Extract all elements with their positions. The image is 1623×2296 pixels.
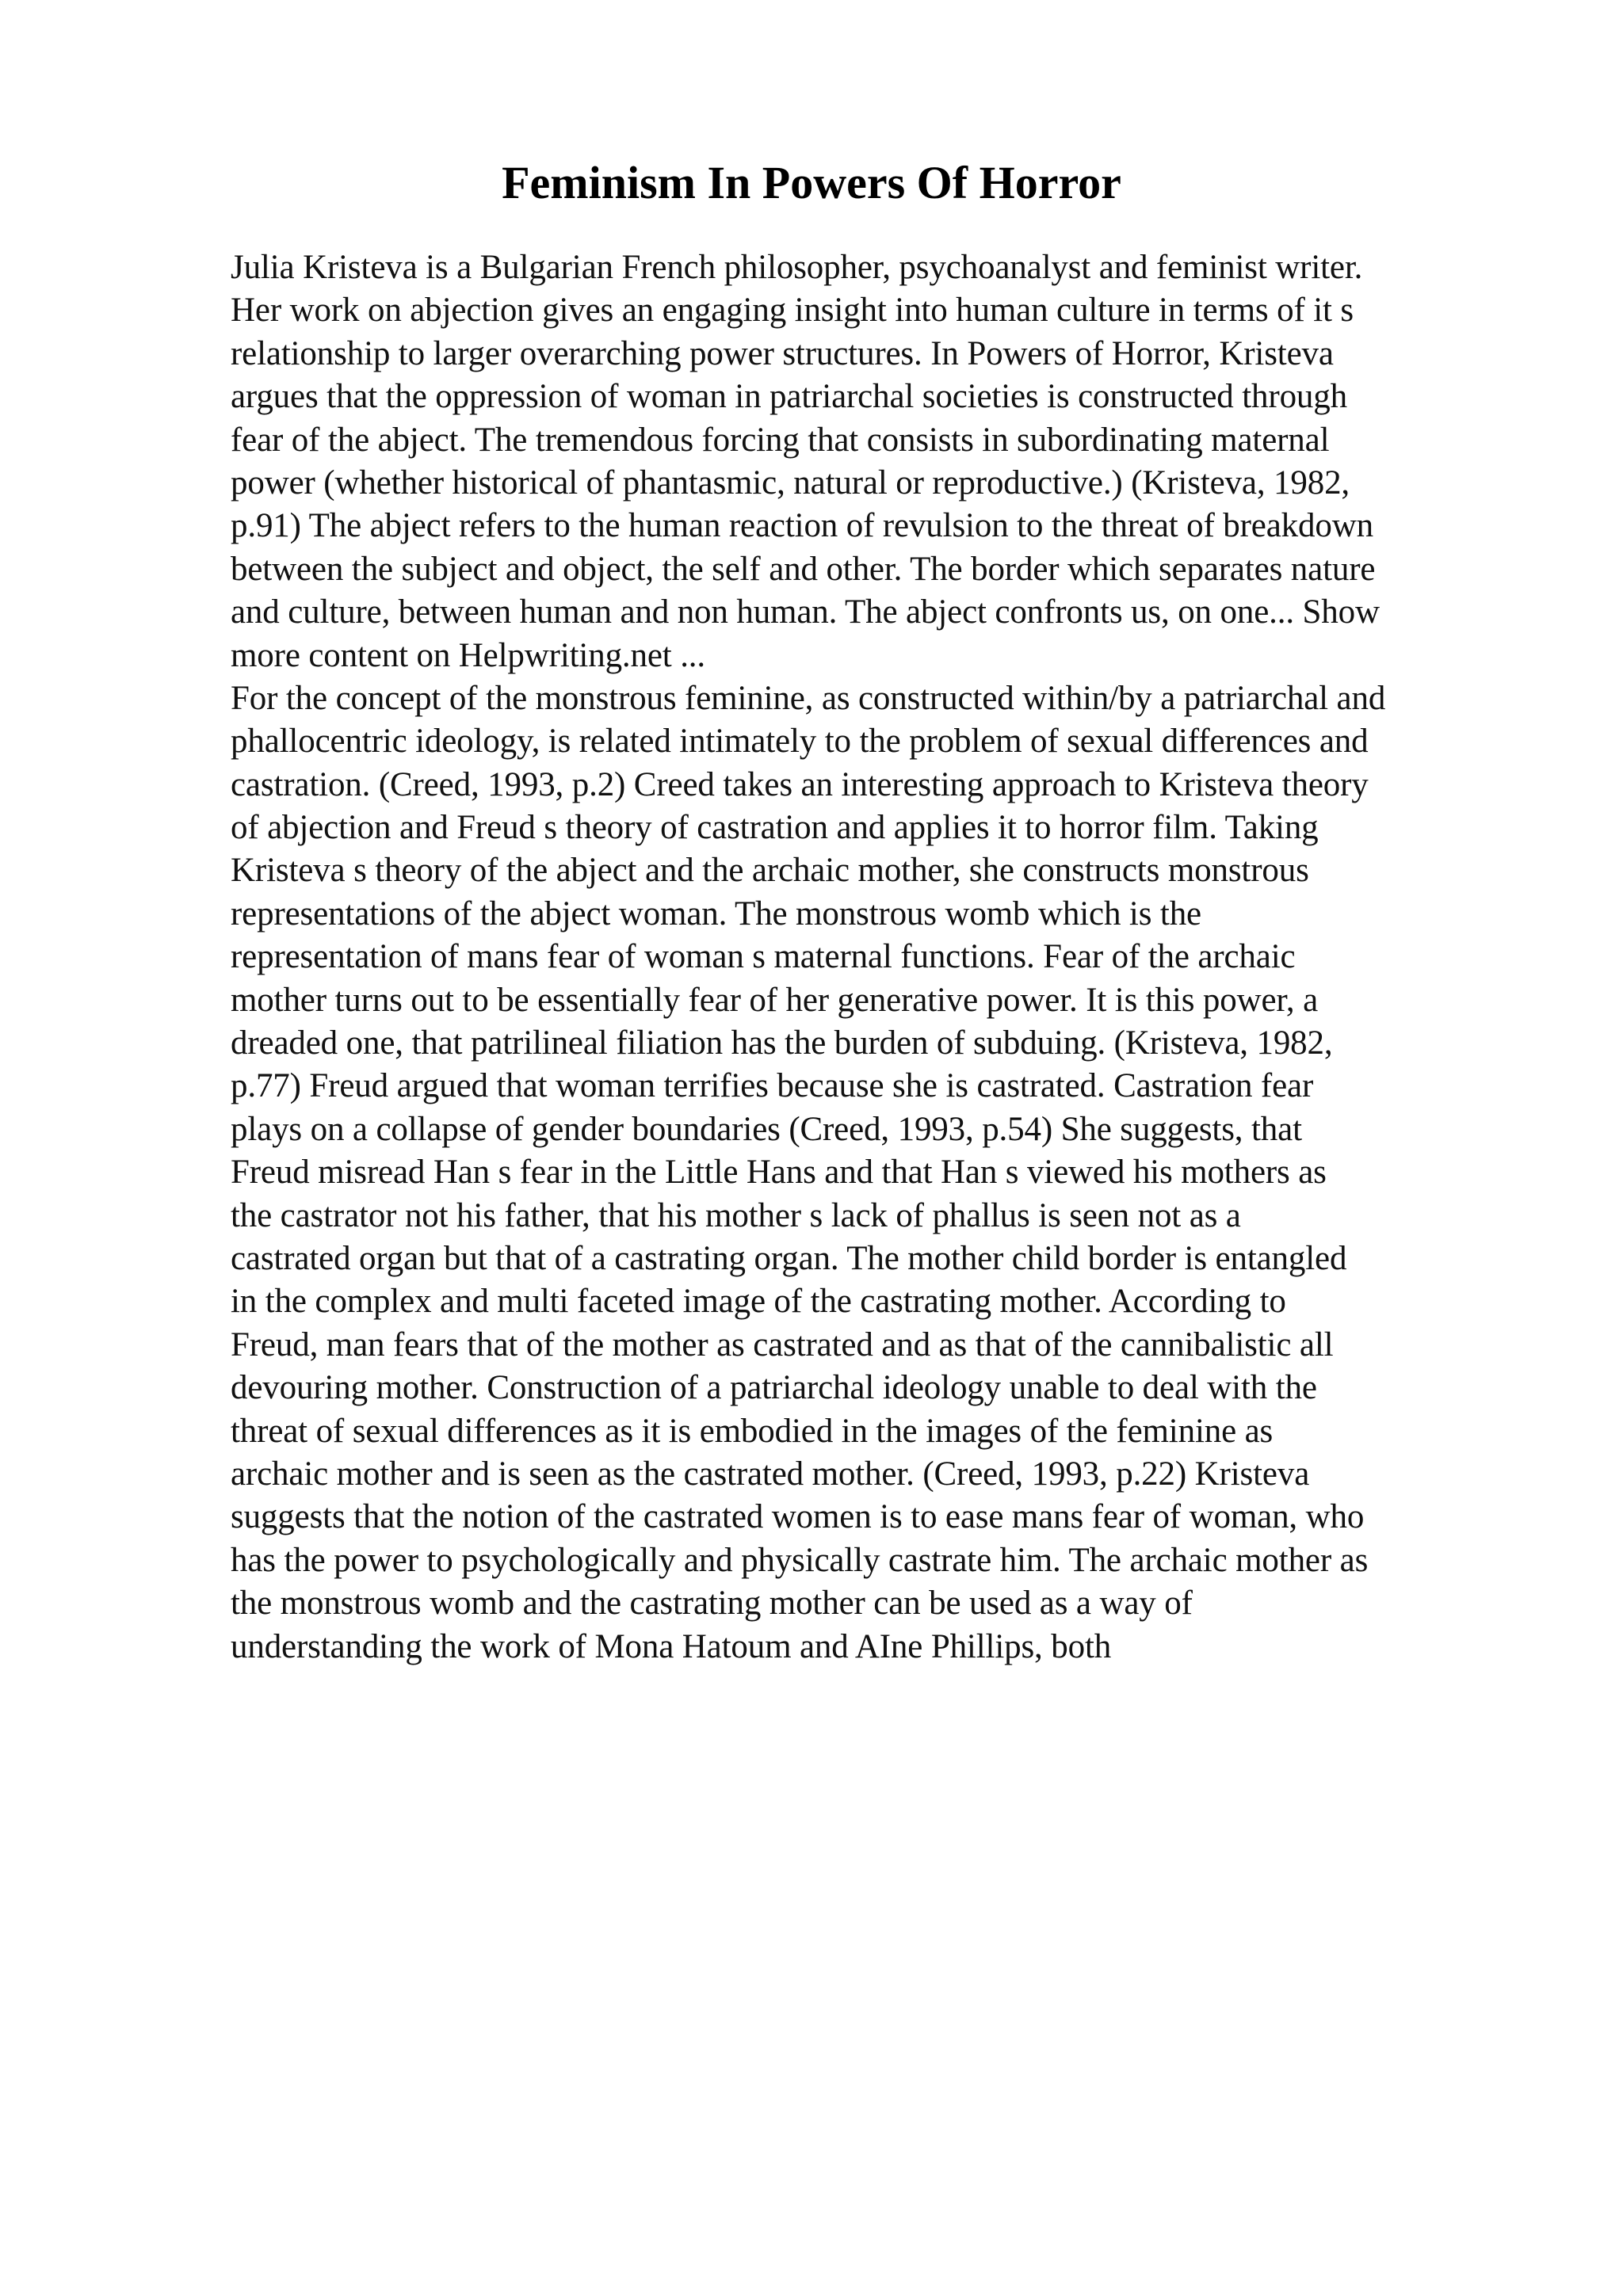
- body-line: between the subject and object, the self and other. The border which separates nature: [231, 550, 1376, 588]
- body-line: p.91) The abject refers to the human reaction of revulsion to the threat of breakdown: [231, 507, 1373, 545]
- body-line: threat of sexual differences as it is embodied in the images of the feminine as: [231, 1412, 1274, 1450]
- body-line: argues that the oppression of woman in patriarchal societies is constructed through: [231, 378, 1347, 416]
- body-line: phallocentric ideology, is related intimately to the problem of sexual differences and: [231, 723, 1369, 761]
- body-line: the castrator not his father, that his mother s lack of phallus is seen not as a: [231, 1196, 1241, 1234]
- body-line: archaic mother and is seen as the castrated mother. (Creed, 1993, p.22) Kristeva: [231, 1455, 1310, 1493]
- body-line: representation of mans fear of woman s maternal functions. Fear of the archaic: [231, 938, 1296, 976]
- body-line: plays on a collapse of gender boundaries (Creed, 1993, p.54) She suggests, that: [231, 1110, 1302, 1148]
- body-line: Julia Kristeva is a Bulgarian French philosopher, psychoanalyst and feminist writer.: [231, 249, 1363, 286]
- body-line: suggests that the notion of the castrated women is to ease mans fear of woman, who: [231, 1498, 1365, 1536]
- document-body: [231, 246, 1499, 1669]
- body-line: in the complex and multi faceted image of the castrating mother. According to: [231, 1283, 1286, 1321]
- body-line: Her work on abjection gives an engaging insight into human culture in terms of it s: [231, 292, 1354, 330]
- body-line: Freud misread Han s fear in the Little Hans and that Han s viewed his mothers as: [231, 1154, 1327, 1192]
- body-line: representations of the abject woman. The monstrous womb which is the: [231, 894, 1201, 933]
- body-line: castration. (Creed, 1993, p.2) Creed takes an interesting approach to Kristeva theory: [231, 765, 1369, 803]
- document-title: Feminism In Powers Of Horror: [502, 157, 1121, 208]
- body-line: and culture, between human and non human. The abject confronts us, on one... Show: [231, 593, 1380, 631]
- body-line: the monstrous womb and the castrating mother can be used as a way of: [231, 1585, 1193, 1623]
- body-line: For the concept of the monstrous feminine, as constructed within/by a patriarchal and: [231, 679, 1386, 717]
- body-line: castrated organ but that of a castrating organ. The mother child border is entangled: [231, 1239, 1347, 1277]
- body-line: has the power to psychologically and physically castrate him. The archaic mother as: [231, 1541, 1369, 1579]
- body-line: relationship to larger overarching power structures. In Powers of Horror, Kristeva: [231, 334, 1334, 372]
- body-line: Freud, man fears that of the mother as castrated and as that of the cannibalistic all: [231, 1325, 1334, 1363]
- body-line: mother turns out to be essentially fear of her generative power. It is this power, a: [231, 981, 1319, 1019]
- body-line: Kristeva s theory of the abject and the archaic mother, she constructs monstrous: [231, 852, 1309, 890]
- body-line: understanding the work of Mona Hatoum and AIne Phillips, both: [231, 1627, 1112, 1665]
- body-line: devouring mother. Construction of a patriarchal ideology unable to deal with the: [231, 1369, 1317, 1407]
- body-line: of abjection and Freud s theory of castration and applies it to horror film. Taking: [231, 809, 1319, 847]
- body-line: power (whether historical of phantasmic, natural or reproductive.) (Kristeva, 1982,: [231, 463, 1350, 502]
- body-line: more content on Helpwriting.net ...: [231, 636, 705, 674]
- body-line: fear of the abject. The tremendous forcing that consists in subordinating maternal: [231, 421, 1330, 459]
- body-line: dreaded one, that patrilineal filiation has the burden of subduing. (Kristeva, 1982,: [231, 1024, 1333, 1062]
- body-line: p.77) Freud argued that woman terrifies because she is castrated. Castration fear: [231, 1067, 1314, 1105]
